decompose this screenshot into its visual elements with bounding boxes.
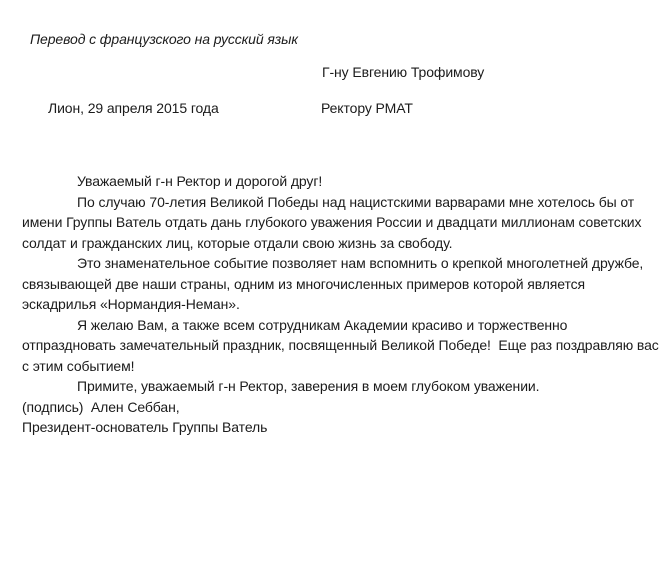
letter-body: [22, 171, 662, 438]
addressee-title: Ректору РМАТ: [321, 100, 413, 116]
signature-name-line: (подпись) Ален Себбан,: [22, 398, 180, 415]
date-place-line: Лион, 29 апреля 2015 года: [48, 100, 219, 116]
translation-note: Перевод с французского на русский язык: [30, 31, 298, 47]
paragraph-victory-anniversary: По случаю 70-летия Великой Победы над нацистскими варварами мне хотелось бы от имени Группы Ватель отдать дань глубокого уважения России и двадцати миллионам советских солдат и гражданских лиц, которые отдали свою жизнь за свободу.: [22, 193, 646, 251]
paragraph-friendship: Это знаменательное событие позволяет нам вспомнить о крепкой многолетней дружбе, связывающей две наши страны, одним из многочисленных примеров которой является эскадрилья «Нормандия-Неман».: [22, 255, 648, 312]
closing-line: Примите, уважаемый г-н Ректор, заверения в моем глубоком уважении.: [77, 378, 540, 394]
paragraph-wishes: Я желаю Вам, а также всем сотрудникам Академии красиво и торжественно отпраздновать замечательный праздник, посвященный Великой Победе! Еще раз поздравляю вас с этим событием!: [22, 316, 663, 374]
signature-title-line: Президент-основатель Группы Ватель: [22, 419, 268, 435]
addressee-name: Г-ну Евгению Трофимову: [322, 64, 485, 80]
salutation: Уважаемый г-н Ректор и дорогой друг!: [77, 173, 323, 189]
